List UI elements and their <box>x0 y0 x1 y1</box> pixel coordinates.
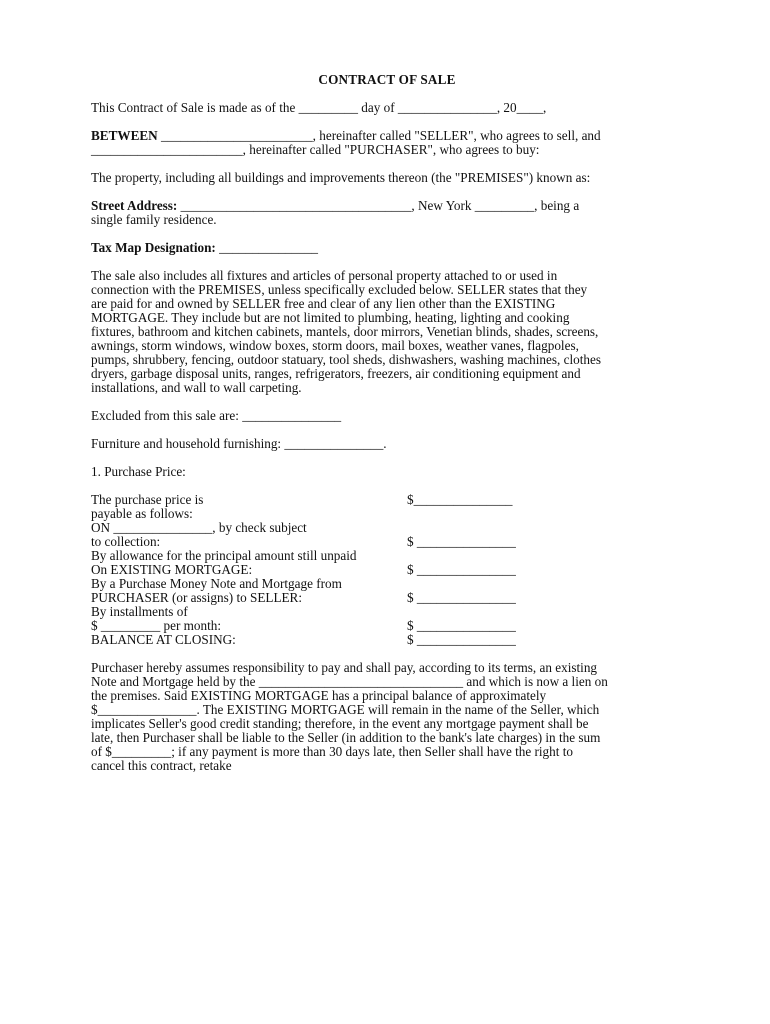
fixtures-line: are paid for and owned by SELLER free and clear of any lien other than the EXISTING <box>91 296 556 311</box>
section-purchase-price-heading: 1. Purchase Price: <box>91 464 186 479</box>
purchase-price-row-label: BALANCE AT CLOSING: <box>91 632 236 647</box>
street-line-1 <box>91 199 683 213</box>
purchase-price-row <box>91 619 683 633</box>
purchase-price-row-label: By allowance for the principal amount still unpaid <box>91 548 357 563</box>
mortgage-assumption-paragraph <box>91 661 683 773</box>
purchase-price-row <box>91 563 683 577</box>
assumption-line: Note and Mortgage held by the _______________________________ and which is now a lien on <box>91 674 608 689</box>
fixtures-paragraph <box>91 269 683 395</box>
document-title: CONTRACT OF SALE <box>318 72 456 87</box>
intro-line: This Contract of Sale is made as of the _________ day of _______________, 20____, <box>91 100 547 115</box>
fixtures-line: connection with the PREMISES, unless specifically excluded below. SELLER states that they <box>91 282 588 297</box>
purchase-price-row-label: The purchase price is <box>91 492 204 507</box>
fixtures-line: awnings, storm windows, window boxes, storm doors, mail boxes, weather vanes, flagpoles, <box>91 338 579 353</box>
furniture-line: Furniture and household furnishing: _______________. <box>91 436 387 451</box>
street-line-2: single family residence. <box>91 212 217 227</box>
assumption-line: Purchaser hereby assumes responsibility to pay and shall pay, according to its terms, an existing <box>91 660 598 675</box>
purchase-price-row-label: ON _______________, by check subject <box>91 520 307 535</box>
purchase-price-row-amount: $_______________ <box>407 492 513 507</box>
assumption-line: late, then Purchaser shall be liable to the Seller (in addition to the bank's late charges) in the sum <box>91 730 601 745</box>
purchase-price-row <box>91 507 683 521</box>
street-address-clause <box>91 199 683 227</box>
assumption-line: the premises. Said EXISTING MORTGAGE has a principal balance of approximately <box>91 688 547 703</box>
fixtures-line: The sale also includes all fixtures and articles of personal property attached to or used in <box>91 268 558 283</box>
fixtures-line: pumps, shrubbery, fencing, outdoor statuary, tool sheds, dishwashers, washing machines, clothes <box>91 352 601 367</box>
purchase-price-row <box>91 633 683 647</box>
purchase-price-row-label: By a Purchase Money Note and Mortgage from <box>91 576 342 591</box>
between-line-2: _______________________, hereinafter called "PURCHASER", who agrees to buy: <box>91 142 540 157</box>
purchase-price-row-label: $ _________ per month: <box>91 618 222 633</box>
purchase-price-row-amount: $ _______________ <box>407 562 516 577</box>
between-line-1-rest: _______________________, hereinafter called "SELLER", who agrees to sell, and <box>157 128 601 143</box>
assumption-line: implicates Seller's good credit standing; therefore, in the event any mortgage payment shall be <box>91 716 589 731</box>
purchase-price-row-label: PURCHASER (or assigns) to SELLER: <box>91 590 303 605</box>
tax-map-label: Tax Map Designation: <box>91 240 216 255</box>
between-clause <box>91 129 683 157</box>
fixtures-line: dryers, garbage disposal units, ranges, refrigerators, freezers, air conditioning equipment and <box>91 366 581 381</box>
purchase-price-row-amount: $ _______________ <box>407 618 516 633</box>
tax-map-blank: _______________ <box>215 240 319 255</box>
purchase-price-row-label: payable as follows: <box>91 506 193 521</box>
purchase-price-row <box>91 535 683 549</box>
between-label: BETWEEN <box>91 128 158 143</box>
assumption-line: of $_________; if any payment is more than 30 days late, then Seller shall have the right to <box>91 744 573 759</box>
purchase-price-row-amount: $ _______________ <box>407 590 516 605</box>
document-body <box>91 73 683 787</box>
fixtures-line: fixtures, bathroom and kitchen cabinets, mantels, door mirrors, Venetian blinds, shades, screens, <box>91 324 599 339</box>
purchase-price-row-amount: $ _______________ <box>407 632 516 647</box>
street-label: Street Address: <box>91 198 178 213</box>
purchase-price-row <box>91 521 683 535</box>
tax-map-line <box>91 241 683 255</box>
between-line-1 <box>91 129 683 143</box>
property-line: The property, including all buildings and improvements thereon (the "PREMISES") known as: <box>91 170 591 185</box>
fixtures-line: MORTGAGE. They include but are not limited to plumbing, heating, lighting and cooking <box>91 310 570 325</box>
fixtures-line: installations, and wall to wall carpeting. <box>91 380 302 395</box>
purchase-price-row-amount: $ _______________ <box>407 534 516 549</box>
purchase-price-row <box>91 493 683 507</box>
assumption-line: $_______________. The EXISTING MORTGAGE will remain in the name of the Seller, which <box>91 702 600 717</box>
purchase-price-row-label: By installments of <box>91 604 188 619</box>
purchase-price-row-label: to collection: <box>91 534 161 549</box>
assumption-line: cancel this contract, retake <box>91 758 232 773</box>
purchase-price-table <box>91 493 683 647</box>
purchase-price-row <box>91 577 683 591</box>
purchase-price-row <box>91 605 683 619</box>
excluded-line: Excluded from this sale are: _______________ <box>91 408 342 423</box>
purchase-price-row <box>91 549 683 563</box>
street-line-1-rest: ___________________________________, New York _________, being a <box>177 198 580 213</box>
purchase-price-row <box>91 591 683 605</box>
purchase-price-row-label: On EXISTING MORTGAGE: <box>91 562 253 577</box>
